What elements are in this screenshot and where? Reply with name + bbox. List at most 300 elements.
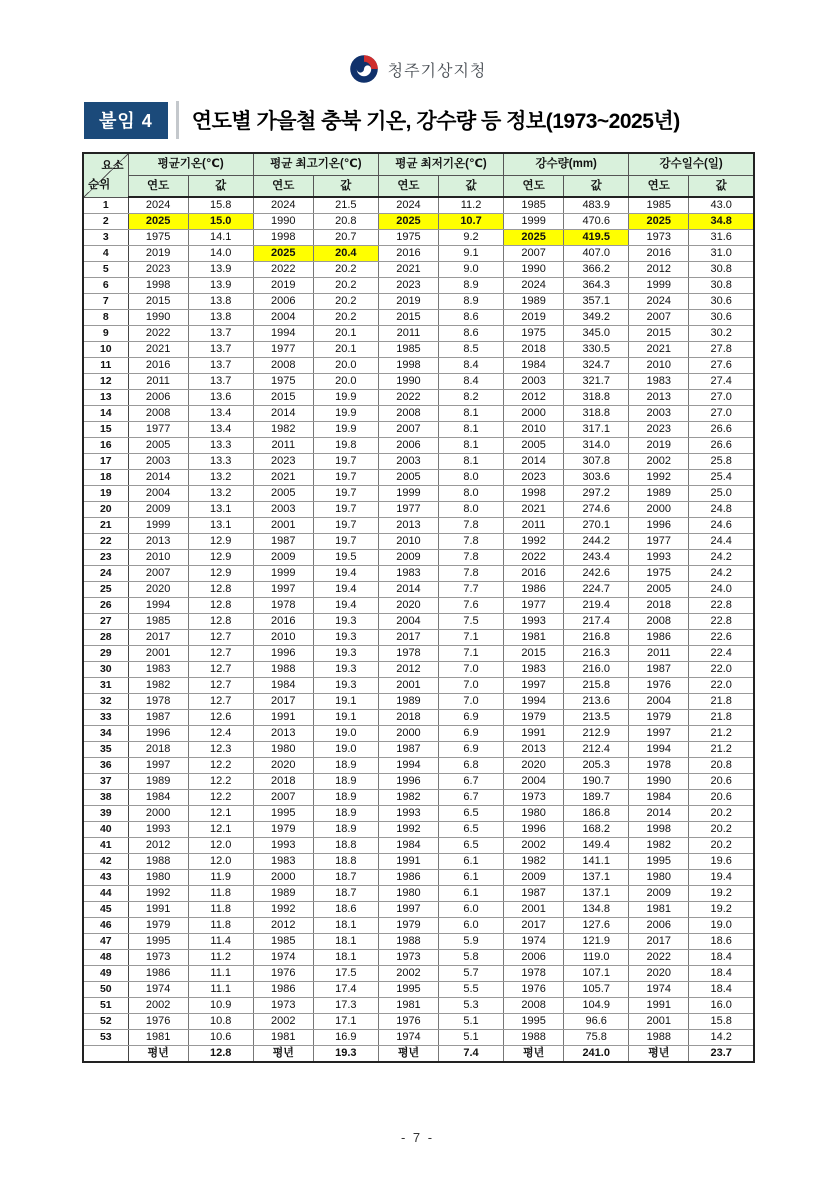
value-cell: 22.0 bbox=[689, 678, 754, 694]
value-cell: 217.4 bbox=[564, 614, 629, 630]
rank-cell: 15 bbox=[83, 422, 128, 438]
table-row bbox=[83, 902, 754, 918]
value-cell: 19.9 bbox=[313, 422, 378, 438]
rank-cell: 34 bbox=[83, 726, 128, 742]
value-cell: 18.7 bbox=[313, 886, 378, 902]
year-cell: 2016 bbox=[378, 246, 438, 262]
year-cell: 1980 bbox=[128, 870, 188, 886]
table-row bbox=[83, 470, 754, 486]
value-cell: 6.5 bbox=[438, 806, 503, 822]
value-cell: 10.9 bbox=[188, 998, 253, 1014]
value-cell: 19.3 bbox=[313, 646, 378, 662]
year-cell: 1994 bbox=[504, 694, 564, 710]
value-cell: 216.8 bbox=[564, 630, 629, 646]
value-cell: 13.4 bbox=[188, 406, 253, 422]
year-cell: 1975 bbox=[378, 230, 438, 246]
value-cell: 8.2 bbox=[438, 390, 503, 406]
value-cell: 12.7 bbox=[188, 662, 253, 678]
year-cell: 2013 bbox=[629, 390, 689, 406]
value-cell: 26.6 bbox=[689, 438, 754, 454]
year-cell: 2000 bbox=[253, 870, 313, 886]
year-cell: 2018 bbox=[128, 742, 188, 758]
year-cell: 1995 bbox=[629, 854, 689, 870]
year-cell: 2005 bbox=[504, 438, 564, 454]
value-cell: 168.2 bbox=[564, 822, 629, 838]
year-cell: 2001 bbox=[629, 1014, 689, 1030]
year-cell: 2024 bbox=[378, 197, 438, 214]
value-cell: 303.6 bbox=[564, 470, 629, 486]
value-cell: 19.9 bbox=[313, 406, 378, 422]
year-cell: 2015 bbox=[253, 390, 313, 406]
rank-cell: 12 bbox=[83, 374, 128, 390]
year-cell: 1989 bbox=[378, 694, 438, 710]
year-cell: 2015 bbox=[378, 310, 438, 326]
year-cell: 1988 bbox=[378, 934, 438, 950]
year-cell: 1978 bbox=[629, 758, 689, 774]
year-cell: 1991 bbox=[629, 998, 689, 1014]
value-cell: 19.7 bbox=[313, 470, 378, 486]
table-row bbox=[83, 966, 754, 982]
year-cell: 2006 bbox=[504, 950, 564, 966]
value-cell: 21.2 bbox=[689, 742, 754, 758]
year-cell: 2001 bbox=[128, 646, 188, 662]
value-cell: 19.7 bbox=[313, 454, 378, 470]
value-cell: 189.7 bbox=[564, 790, 629, 806]
value-cell: 75.8 bbox=[564, 1030, 629, 1046]
corner-label-element: 요소 bbox=[101, 160, 124, 172]
year-cell: 1999 bbox=[253, 566, 313, 582]
year-cell: 2016 bbox=[504, 566, 564, 582]
year-cell: 2021 bbox=[128, 342, 188, 358]
year-cell: 1973 bbox=[128, 950, 188, 966]
group-header-precip-days: 강수일수(일) bbox=[629, 153, 754, 175]
year-cell: 2004 bbox=[378, 614, 438, 630]
value-cell: 19.4 bbox=[313, 566, 378, 582]
value-cell: 6.9 bbox=[438, 726, 503, 742]
year-cell: 2008 bbox=[253, 358, 313, 374]
value-cell: 7.5 bbox=[438, 614, 503, 630]
table-row bbox=[83, 646, 754, 662]
year-cell: 1974 bbox=[629, 982, 689, 998]
rank-cell: 4 bbox=[83, 246, 128, 262]
year-cell: 1995 bbox=[128, 934, 188, 950]
value-cell: 297.2 bbox=[564, 486, 629, 502]
year-cell: 2024 bbox=[253, 197, 313, 214]
rank-cell: 38 bbox=[83, 790, 128, 806]
year-cell: 1978 bbox=[253, 598, 313, 614]
year-cell: 1985 bbox=[253, 934, 313, 950]
normals-label-cell: 평년 bbox=[128, 1046, 188, 1063]
year-cell: 2015 bbox=[629, 326, 689, 342]
value-cell: 12.8 bbox=[188, 614, 253, 630]
table-row bbox=[83, 870, 754, 886]
value-cell: 12.1 bbox=[188, 822, 253, 838]
year-cell: 1995 bbox=[253, 806, 313, 822]
year-cell: 1987 bbox=[504, 886, 564, 902]
year-cell: 2021 bbox=[629, 342, 689, 358]
value-cell: 24.6 bbox=[689, 518, 754, 534]
value-cell: 19.9 bbox=[313, 390, 378, 406]
year-cell: 2020 bbox=[128, 582, 188, 598]
value-cell: 127.6 bbox=[564, 918, 629, 934]
value-cell: 27.0 bbox=[689, 406, 754, 422]
agency-logo bbox=[0, 54, 835, 84]
value-cell: 18.9 bbox=[313, 790, 378, 806]
value-cell: 121.9 bbox=[564, 934, 629, 950]
corner-cell bbox=[83, 153, 128, 197]
year-cell: 2011 bbox=[504, 518, 564, 534]
value-cell: 6.5 bbox=[438, 838, 503, 854]
value-cell: 8.9 bbox=[438, 278, 503, 294]
value-cell: 13.8 bbox=[188, 294, 253, 310]
year-cell: 1993 bbox=[504, 614, 564, 630]
year-cell: 1987 bbox=[128, 710, 188, 726]
agency-name: 청주기상지청 bbox=[387, 62, 487, 80]
subheader-value: 값 bbox=[689, 175, 754, 197]
rank-cell: 20 bbox=[83, 502, 128, 518]
value-cell: 20.8 bbox=[689, 758, 754, 774]
year-cell: 2016 bbox=[253, 614, 313, 630]
rank-cell: 51 bbox=[83, 998, 128, 1014]
year-cell: 1973 bbox=[253, 998, 313, 1014]
value-cell: 43.0 bbox=[689, 197, 754, 214]
value-cell: 12.2 bbox=[188, 758, 253, 774]
year-cell: 1992 bbox=[378, 822, 438, 838]
year-cell: 2012 bbox=[504, 390, 564, 406]
table-row bbox=[83, 438, 754, 454]
year-cell: 1981 bbox=[504, 630, 564, 646]
year-cell: 2008 bbox=[128, 406, 188, 422]
value-cell: 18.8 bbox=[313, 838, 378, 854]
value-cell: 6.1 bbox=[438, 886, 503, 902]
value-cell: 419.5 bbox=[564, 230, 629, 246]
year-cell: 1977 bbox=[629, 534, 689, 550]
year-cell: 2025 bbox=[378, 214, 438, 230]
year-cell: 2003 bbox=[378, 454, 438, 470]
value-cell: 6.1 bbox=[438, 854, 503, 870]
table-row bbox=[83, 950, 754, 966]
rank-cell: 19 bbox=[83, 486, 128, 502]
value-cell: 19.4 bbox=[313, 598, 378, 614]
table-row bbox=[83, 582, 754, 598]
value-cell: 21.2 bbox=[689, 726, 754, 742]
value-cell: 5.3 bbox=[438, 998, 503, 1014]
value-cell: 8.4 bbox=[438, 358, 503, 374]
year-cell: 1989 bbox=[629, 486, 689, 502]
year-cell: 2000 bbox=[629, 502, 689, 518]
year-cell: 2018 bbox=[378, 710, 438, 726]
value-cell: 30.8 bbox=[689, 278, 754, 294]
rank-cell: 40 bbox=[83, 822, 128, 838]
value-cell: 7.1 bbox=[438, 630, 503, 646]
year-cell: 2023 bbox=[378, 278, 438, 294]
rank-cell: 26 bbox=[83, 598, 128, 614]
value-cell: 20.2 bbox=[689, 806, 754, 822]
value-cell: 11.1 bbox=[188, 982, 253, 998]
year-cell: 2009 bbox=[629, 886, 689, 902]
value-cell: 213.6 bbox=[564, 694, 629, 710]
value-cell: 7.6 bbox=[438, 598, 503, 614]
rank-cell: 5 bbox=[83, 262, 128, 278]
year-cell: 1996 bbox=[128, 726, 188, 742]
year-cell: 1999 bbox=[629, 278, 689, 294]
year-cell: 2005 bbox=[629, 582, 689, 598]
page-title: 연도별 가을철 충북 기온, 강수량 등 정보(1973~2025년) bbox=[191, 110, 680, 133]
year-cell: 2007 bbox=[504, 246, 564, 262]
subheader-year: 연도 bbox=[253, 175, 313, 197]
table-row bbox=[83, 742, 754, 758]
year-cell: 1996 bbox=[504, 822, 564, 838]
value-cell: 30.2 bbox=[689, 326, 754, 342]
value-cell: 5.8 bbox=[438, 950, 503, 966]
subheader-year: 연도 bbox=[128, 175, 188, 197]
value-cell: 8.1 bbox=[438, 454, 503, 470]
normals-value-cell: 12.8 bbox=[188, 1046, 253, 1063]
value-cell: 12.7 bbox=[188, 630, 253, 646]
year-cell: 2020 bbox=[504, 758, 564, 774]
year-cell: 1999 bbox=[378, 486, 438, 502]
table-row bbox=[83, 278, 754, 294]
year-cell: 1984 bbox=[504, 358, 564, 374]
year-cell: 1982 bbox=[253, 422, 313, 438]
value-cell: 12.2 bbox=[188, 774, 253, 790]
value-cell: 366.2 bbox=[564, 262, 629, 278]
year-cell: 2006 bbox=[253, 294, 313, 310]
rank-cell: 23 bbox=[83, 550, 128, 566]
year-cell: 2025 bbox=[504, 230, 564, 246]
year-cell: 1977 bbox=[504, 598, 564, 614]
value-cell: 7.0 bbox=[438, 678, 503, 694]
year-cell: 2008 bbox=[378, 406, 438, 422]
value-cell: 21.5 bbox=[313, 197, 378, 214]
year-cell: 1998 bbox=[128, 278, 188, 294]
value-cell: 274.6 bbox=[564, 502, 629, 518]
year-cell: 2020 bbox=[253, 758, 313, 774]
rank-cell: 17 bbox=[83, 454, 128, 470]
value-cell: 19.5 bbox=[313, 550, 378, 566]
year-cell: 2022 bbox=[253, 262, 313, 278]
year-cell: 1989 bbox=[504, 294, 564, 310]
value-cell: 345.0 bbox=[564, 326, 629, 342]
year-cell: 1986 bbox=[629, 630, 689, 646]
year-cell: 2021 bbox=[253, 470, 313, 486]
year-cell: 2001 bbox=[378, 678, 438, 694]
year-cell: 1997 bbox=[504, 678, 564, 694]
value-cell: 11.4 bbox=[188, 934, 253, 950]
year-cell: 1985 bbox=[128, 614, 188, 630]
year-cell: 1993 bbox=[128, 822, 188, 838]
subheader-value: 값 bbox=[438, 175, 503, 197]
year-cell: 2014 bbox=[629, 806, 689, 822]
value-cell: 18.4 bbox=[689, 982, 754, 998]
year-cell: 2010 bbox=[128, 550, 188, 566]
table-row bbox=[83, 886, 754, 902]
table-row bbox=[83, 550, 754, 566]
year-cell: 1985 bbox=[378, 342, 438, 358]
value-cell: 13.9 bbox=[188, 278, 253, 294]
value-cell: 12.2 bbox=[188, 790, 253, 806]
value-cell: 12.1 bbox=[188, 806, 253, 822]
year-cell: 2000 bbox=[378, 726, 438, 742]
value-cell: 470.6 bbox=[564, 214, 629, 230]
value-cell: 16.9 bbox=[313, 1030, 378, 1046]
value-cell: 13.6 bbox=[188, 390, 253, 406]
value-cell: 18.9 bbox=[313, 758, 378, 774]
table-row bbox=[83, 374, 754, 390]
year-cell: 1974 bbox=[504, 934, 564, 950]
year-cell: 1989 bbox=[253, 886, 313, 902]
value-cell: 26.6 bbox=[689, 422, 754, 438]
value-cell: 19.3 bbox=[313, 662, 378, 678]
rank-cell: 2 bbox=[83, 214, 128, 230]
year-cell: 2010 bbox=[253, 630, 313, 646]
table-row bbox=[83, 262, 754, 278]
value-cell: 407.0 bbox=[564, 246, 629, 262]
rank-cell: 28 bbox=[83, 630, 128, 646]
value-cell: 8.1 bbox=[438, 422, 503, 438]
table-row bbox=[83, 838, 754, 854]
value-cell: 30.6 bbox=[689, 310, 754, 326]
year-cell: 1979 bbox=[378, 918, 438, 934]
year-cell: 1983 bbox=[378, 566, 438, 582]
value-cell: 20.4 bbox=[313, 246, 378, 262]
year-cell: 1980 bbox=[378, 886, 438, 902]
year-cell: 2006 bbox=[378, 438, 438, 454]
value-cell: 11.8 bbox=[188, 918, 253, 934]
rank-cell: 24 bbox=[83, 566, 128, 582]
value-cell: 324.7 bbox=[564, 358, 629, 374]
value-cell: 25.4 bbox=[689, 470, 754, 486]
year-cell: 2019 bbox=[253, 278, 313, 294]
value-cell: 24.0 bbox=[689, 582, 754, 598]
value-cell: 20.7 bbox=[313, 230, 378, 246]
year-cell: 2024 bbox=[504, 278, 564, 294]
year-cell: 2023 bbox=[128, 262, 188, 278]
year-cell: 2003 bbox=[253, 502, 313, 518]
rank-cell: 37 bbox=[83, 774, 128, 790]
value-cell: 14.2 bbox=[689, 1030, 754, 1046]
value-cell: 190.7 bbox=[564, 774, 629, 790]
value-cell: 6.5 bbox=[438, 822, 503, 838]
rank-cell-blank bbox=[83, 1046, 128, 1063]
year-cell: 2014 bbox=[128, 470, 188, 486]
year-cell: 2022 bbox=[504, 550, 564, 566]
year-cell: 1975 bbox=[504, 326, 564, 342]
normals-row bbox=[83, 1046, 754, 1063]
value-cell: 19.2 bbox=[689, 886, 754, 902]
value-cell: 20.2 bbox=[313, 294, 378, 310]
normals-value-cell: 241.0 bbox=[564, 1046, 629, 1063]
rank-cell: 32 bbox=[83, 694, 128, 710]
year-cell: 2017 bbox=[629, 934, 689, 950]
year-cell: 1987 bbox=[378, 742, 438, 758]
value-cell: 10.8 bbox=[188, 1014, 253, 1030]
value-cell: 12.0 bbox=[188, 838, 253, 854]
table-row bbox=[83, 758, 754, 774]
year-cell: 1994 bbox=[253, 326, 313, 342]
subheader-year: 연도 bbox=[378, 175, 438, 197]
value-cell: 12.8 bbox=[188, 582, 253, 598]
rank-cell: 39 bbox=[83, 806, 128, 822]
value-cell: 17.5 bbox=[313, 966, 378, 982]
year-cell: 1997 bbox=[253, 582, 313, 598]
value-cell: 216.3 bbox=[564, 646, 629, 662]
year-cell: 1986 bbox=[504, 582, 564, 598]
year-cell: 1973 bbox=[629, 230, 689, 246]
table-row bbox=[83, 422, 754, 438]
value-cell: 105.7 bbox=[564, 982, 629, 998]
attachment-badge: 붙임 4 bbox=[84, 102, 168, 139]
value-cell: 15.8 bbox=[188, 197, 253, 214]
year-cell: 2009 bbox=[128, 502, 188, 518]
year-cell: 2019 bbox=[629, 438, 689, 454]
year-cell: 2002 bbox=[253, 1014, 313, 1030]
value-cell: 215.8 bbox=[564, 678, 629, 694]
table-row bbox=[83, 294, 754, 310]
value-cell: 8.0 bbox=[438, 486, 503, 502]
year-cell: 2000 bbox=[504, 406, 564, 422]
table-row bbox=[83, 518, 754, 534]
year-cell: 2018 bbox=[504, 342, 564, 358]
table-row bbox=[83, 534, 754, 550]
value-cell: 20.0 bbox=[313, 374, 378, 390]
value-cell: 20.2 bbox=[313, 310, 378, 326]
year-cell: 1979 bbox=[629, 710, 689, 726]
value-cell: 20.2 bbox=[313, 262, 378, 278]
year-cell: 2001 bbox=[504, 902, 564, 918]
value-cell: 5.9 bbox=[438, 934, 503, 950]
doc-header bbox=[84, 101, 756, 139]
year-cell: 1986 bbox=[128, 966, 188, 982]
value-cell: 12.3 bbox=[188, 742, 253, 758]
value-cell: 6.0 bbox=[438, 918, 503, 934]
value-cell: 13.7 bbox=[188, 358, 253, 374]
value-cell: 8.0 bbox=[438, 470, 503, 486]
year-cell: 1974 bbox=[253, 950, 313, 966]
year-cell: 1993 bbox=[378, 806, 438, 822]
normals-label-cell: 평년 bbox=[629, 1046, 689, 1063]
rank-cell: 16 bbox=[83, 438, 128, 454]
table-row bbox=[83, 454, 754, 470]
year-cell: 1977 bbox=[128, 422, 188, 438]
value-cell: 6.9 bbox=[438, 742, 503, 758]
rank-cell: 25 bbox=[83, 582, 128, 598]
year-cell: 2021 bbox=[378, 262, 438, 278]
value-cell: 20.2 bbox=[689, 838, 754, 854]
year-cell: 2015 bbox=[128, 294, 188, 310]
group-header-mean-temp: 평균기온(℃) bbox=[128, 153, 253, 175]
year-cell: 1998 bbox=[504, 486, 564, 502]
rank-cell: 7 bbox=[83, 294, 128, 310]
year-cell: 2019 bbox=[504, 310, 564, 326]
year-cell: 1983 bbox=[128, 662, 188, 678]
year-cell: 1978 bbox=[378, 646, 438, 662]
year-cell: 2020 bbox=[378, 598, 438, 614]
table-row bbox=[83, 790, 754, 806]
data-table-wrap bbox=[82, 152, 755, 1063]
value-cell: 13.2 bbox=[188, 470, 253, 486]
value-cell: 19.1 bbox=[313, 710, 378, 726]
value-cell: 12.8 bbox=[188, 598, 253, 614]
value-cell: 483.9 bbox=[564, 197, 629, 214]
value-cell: 20.2 bbox=[689, 822, 754, 838]
value-cell: 20.0 bbox=[313, 358, 378, 374]
value-cell: 6.1 bbox=[438, 870, 503, 886]
value-cell: 19.3 bbox=[313, 678, 378, 694]
year-cell: 2025 bbox=[128, 214, 188, 230]
value-cell: 19.0 bbox=[313, 726, 378, 742]
rank-cell: 35 bbox=[83, 742, 128, 758]
